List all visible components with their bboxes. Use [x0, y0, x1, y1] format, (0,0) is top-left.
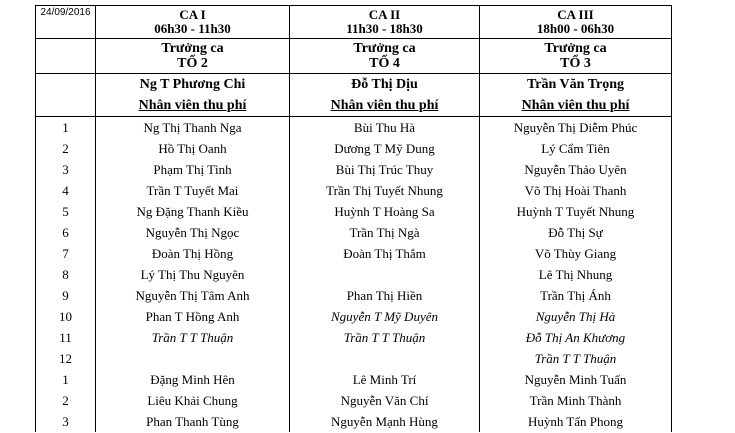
shift-1-staff: Hồ Thị Oanh	[96, 138, 290, 159]
shift-3-staff: Nguyễn Minh Tuấn	[480, 369, 672, 390]
row-number: 3	[36, 411, 96, 432]
shift-1-staff: Đoàn Thị Hồng	[96, 243, 290, 264]
shift-2-staff-header: Nhân viên thu phí	[290, 95, 480, 117]
table-body	[36, 6, 672, 433]
table-row	[36, 159, 672, 180]
shift-2-staff: Trần Thị Tuyết Nhung	[290, 180, 480, 201]
row-number: 11	[36, 327, 96, 348]
table-row	[36, 348, 672, 369]
header-row-shift	[36, 6, 672, 39]
leader-title: Trưởng ca	[544, 41, 607, 56]
table-row	[36, 138, 672, 159]
empty-cell	[36, 74, 96, 96]
shift-3-leader-group	[480, 39, 672, 74]
shift-3-staff: Lê Thị Nhung	[480, 264, 672, 285]
table-row	[36, 117, 672, 139]
shift-2-staff: Huỳnh T Hoàng Sa	[290, 201, 480, 222]
table-row	[36, 264, 672, 285]
leader-title: Trưởng ca	[353, 41, 416, 56]
shift-1-staff: Nguyễn Thị Tâm Anh	[96, 285, 290, 306]
header-row-staff	[36, 95, 672, 117]
shift-1-staff-header: Nhân viên thu phí	[96, 95, 290, 117]
row-number: 9	[36, 285, 96, 306]
shift-1-staff: Lý Thị Thu Nguyên	[96, 264, 290, 285]
table-row	[36, 369, 672, 390]
table-row	[36, 243, 672, 264]
shift-2-staff: Lê Minh Trí	[290, 369, 480, 390]
table-row	[36, 306, 672, 327]
table-row	[36, 180, 672, 201]
row-number: 1	[36, 369, 96, 390]
shift-time: 11h30 - 18h30	[346, 21, 423, 36]
shift-3-staff: Huỳnh Tấn Phong	[480, 411, 672, 432]
row-number: 4	[36, 180, 96, 201]
shift-1-staff	[96, 348, 290, 369]
shift-3-staff: Nguyễn Thảo Uyên	[480, 159, 672, 180]
table-row	[36, 390, 672, 411]
shift-time: 06h30 - 11h30	[154, 21, 231, 36]
shift-2-staff: Trần T T Thuận	[290, 327, 480, 348]
shift-2-staff	[290, 264, 480, 285]
shift-2-staff: Nguyễn Văn Chí	[290, 390, 480, 411]
shift-3-staff: Trần Minh Thành	[480, 390, 672, 411]
shift-2-staff: Nguyễn T Mỹ Duyên	[290, 306, 480, 327]
shift-2-leader-name: Đỗ Thị Dịu	[290, 74, 480, 96]
shift-2-staff: Phan Thị Hiền	[290, 285, 480, 306]
shift-3-staff: Đỗ Thị An Khương	[480, 327, 672, 348]
shift-2-staff: Đoàn Thị Thắm	[290, 243, 480, 264]
shift-1-staff: Phạm Thị Tình	[96, 159, 290, 180]
row-number: 1	[36, 117, 96, 139]
table-row	[36, 222, 672, 243]
shift-3-staff: Nguyễn Thị Diễm Phúc	[480, 117, 672, 139]
shift-3-staff: Trần T T Thuận	[480, 348, 672, 369]
table-row	[36, 201, 672, 222]
shift-3-staff: Trần Thị Ánh	[480, 285, 672, 306]
row-number: 12	[36, 348, 96, 369]
empty-cell	[36, 39, 96, 74]
shift-1-staff: Ng Thị Thanh Nga	[96, 117, 290, 139]
shift-1-staff: Ng Đặng Thanh Kiều	[96, 201, 290, 222]
table-row	[36, 411, 672, 432]
shift-3-staff: Võ Thùy Giang	[480, 243, 672, 264]
team-label: TỔ 3	[560, 56, 591, 71]
shift-2-staff: Dương T Mỹ Dung	[290, 138, 480, 159]
shift-3-staff-header: Nhân viên thu phí	[480, 95, 672, 117]
row-number: 5	[36, 201, 96, 222]
shift-1-leader-name: Ng T Phương Chi	[96, 74, 290, 96]
shift-2-header	[290, 6, 480, 39]
shift-1-staff: Phan Thanh Tùng	[96, 411, 290, 432]
row-number: 10	[36, 306, 96, 327]
team-label: TỔ 4	[369, 56, 400, 71]
shift-1-staff: Liêu Khải Chung	[96, 390, 290, 411]
shift-2-staff	[290, 348, 480, 369]
shift-2-staff: Bùi Thu Hà	[290, 117, 480, 139]
shift-2-staff: Bùi Thị Trúc Thuy	[290, 159, 480, 180]
row-number: 3	[36, 159, 96, 180]
row-number: 2	[36, 138, 96, 159]
shift-3-header	[480, 6, 672, 39]
shift-name: CA III	[557, 7, 594, 22]
shift-name: CA II	[368, 7, 401, 22]
shift-3-staff: Lý Cẩm Tiên	[480, 138, 672, 159]
header-row-leader	[36, 39, 672, 74]
empty-cell	[36, 95, 96, 117]
shift-3-staff: Huỳnh T Tuyết Nhung	[480, 201, 672, 222]
date-cell: 24/09/2016	[36, 6, 96, 39]
shift-name: CA I	[179, 7, 206, 22]
table-row	[36, 285, 672, 306]
header-row-leader-name	[36, 74, 672, 96]
row-number: 7	[36, 243, 96, 264]
shift-3-staff: Võ Thị Hoài Thanh	[480, 180, 672, 201]
team-label: TỔ 2	[177, 56, 208, 71]
shift-1-header	[96, 6, 290, 39]
leader-title: Trưởng ca	[161, 41, 224, 56]
shift-1-staff: Nguyễn Thị Ngọc	[96, 222, 290, 243]
row-number: 8	[36, 264, 96, 285]
shift-2-staff: Trần Thị Ngà	[290, 222, 480, 243]
shift-1-staff: Trần T Tuyết Mai	[96, 180, 290, 201]
shift-time: 18h00 - 06h30	[536, 21, 615, 36]
shift-1-staff: Trần T T Thuận	[96, 327, 290, 348]
shift-schedule-table	[35, 5, 672, 432]
shift-3-staff: Đỗ Thị Sự	[480, 222, 672, 243]
table-row	[36, 327, 672, 348]
shift-1-staff: Đặng Minh Hên	[96, 369, 290, 390]
shift-3-staff: Nguyễn Thị Hà	[480, 306, 672, 327]
shift-2-leader-group	[290, 39, 480, 74]
row-number: 6	[36, 222, 96, 243]
shift-3-leader-name: Trần Văn Trọng	[480, 74, 672, 96]
row-number: 2	[36, 390, 96, 411]
shift-1-leader-group	[96, 39, 290, 74]
shift-1-staff: Phan T Hồng Anh	[96, 306, 290, 327]
shift-2-staff: Nguyễn Mạnh Hùng	[290, 411, 480, 432]
